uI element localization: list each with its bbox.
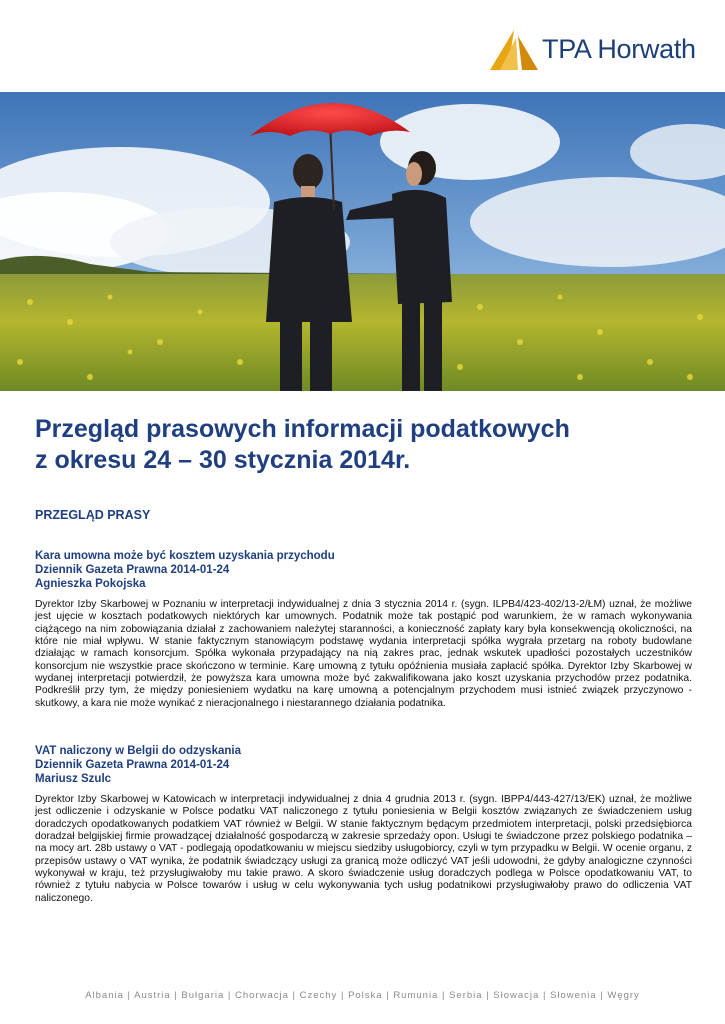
article-author: Mariusz Szulc bbox=[35, 773, 112, 785]
article bbox=[35, 549, 692, 710]
logo-mark-icon bbox=[488, 28, 540, 72]
logo-text: TPA Horwath bbox=[542, 34, 696, 64]
hero-photo bbox=[0, 92, 725, 391]
article-headline: Kara umowna może być kosztem uzyskania przychodu bbox=[35, 550, 335, 562]
article bbox=[35, 744, 692, 905]
section-label: PRZEGLĄD PRASY bbox=[35, 508, 151, 522]
article-body: Dyrektor Izby Skarbowej w Katowicach w interpretacji indywidualnej z dnia 4 grudnia 2013 r. (sygn. IBPP4/443-427/13/EK) uznał, że możliwe jest odliczenie i odzyskanie w Polsce podatku VAT naliczonego z tytułu poniesienia w Belgii kosztów związanych ze świadczeniem usług doradczych opodatkowanych podatkiem VAT również w Belgii. W stanie faktycznym będącym przedmiotem interpretacji, polski przedsiębiorca doradzał belgijskiej firmie prowadzącej działalność gospodarczą w zakresie sprzedaży opon. Usługi te świadczone przez polskiego podatnika – na mocy art. 28b ustawy o VAT - podlegają opodatkowaniu w miejscu siedziby usługobiorcy, czyli w tym przypadku w Belgii. W ocenie organu, z przepisów ustawy o VAT wynika, że podatnik świadczący usługi za granicą może odliczyć VAT jeśli udowodni, że gdyby analogiczne czynności wykonywał w kraju, też przysługiwałoby mu takie prawo. A skoro świadczenie usług doradczych podlega w Polsce opodatkowaniu VAT, to również z tytułu nabycia w Polsce towarów i usług w celu wykonywania tych usług podatnikowi przysługiwałoby prawo do odliczenia VAT naliczonego. bbox=[35, 794, 692, 904]
article-source: Dziennik Gazeta Prawna 2014-01-24 bbox=[35, 759, 230, 771]
footer-countries: Albania | Austria | Bułgaria | Chorwacja | Czechy | Polska | Rumunia | Serbia | Słowacja | Słowenia | Węgry bbox=[85, 990, 640, 1001]
title-line-1: Przegląd prasowych informacji podatkowych bbox=[35, 415, 570, 443]
article-body: Dyrektor Izby Skarbowej w Poznaniu w interpretacji indywidualnej z dnia 3 stycznia 2014 r. (sygn. ILPB4/423-402/13-2/ŁM) uznał, że możliwe jest ujęcie w kosztach podatkowych niektórych kar umownych. Podatnik może tak postąpić pod warunkiem, że w ramach wykonywania ciążącego na nim zobowiązania działał z zachowaniem należytej staranności, a konieczność zapłaty kary była konsekwencją okoliczności, na które nie miał wpływu. W stanie faktycznym stanowiącym podstawę wydania interpretacji spółka wygrała przetarg na roboty budowlane działając w ramach konsorcjum. Spółka wykonała przypadający na nią zakres prac, jednak wskutek upadłości pozostałych uczestników konsorcjum nie wszystkie prace skończono w terminie. Karę umowną z tytułu opóźnienia musiała zapłacić spółka. Dyrektor Izby Skarbowej w wydanej interpretacji potwierdził, że powyższa kara umowna może być zakwalifikowana jako koszt uzyskania przychodów przez podatnika. Podkreślił przy tym, że między poniesieniem wydatku na karę umowną a potencjalnym przychodem musi istnieć związek przyczynowo - skutkowy, a kara nie może wynikać z nieracjonalnego i niestarannego działania podatnika. bbox=[35, 599, 692, 709]
company-logo bbox=[488, 26, 698, 72]
title-line-2: z okresu 24 – 30 stycznia 2014r. bbox=[35, 446, 411, 474]
article-author: Agnieszka Pokojska bbox=[35, 578, 146, 590]
article-source: Dziennik Gazeta Prawna 2014-01-24 bbox=[35, 564, 230, 576]
page-title bbox=[35, 414, 695, 476]
article-headline: VAT naliczony w Belgii do odzyskania bbox=[35, 745, 241, 757]
